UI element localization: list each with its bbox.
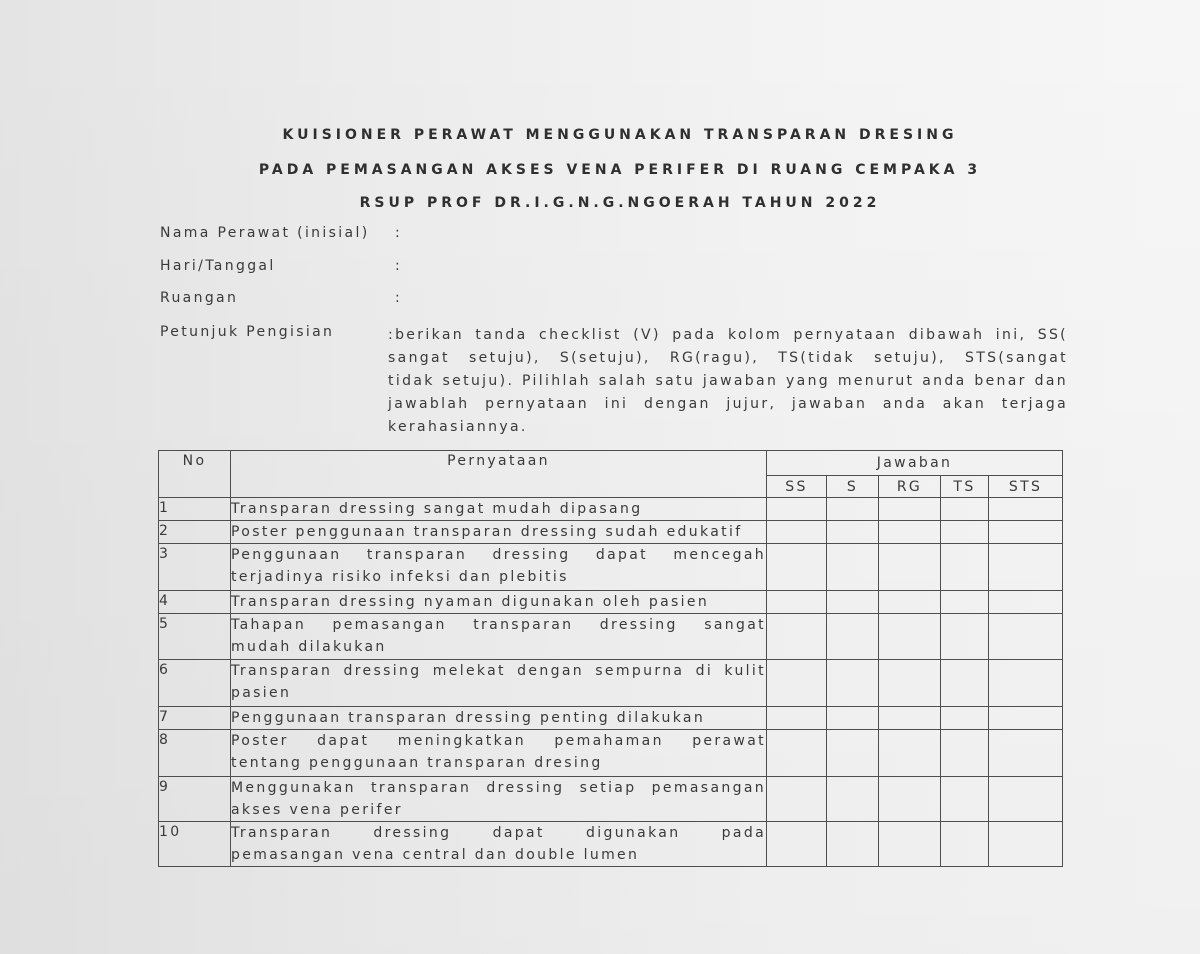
field-separator: :	[395, 290, 403, 306]
answer-cell-sts	[989, 777, 1063, 822]
answer-cell-rg	[879, 614, 941, 660]
field-label-nama-perawat: Nama Perawat (inisial)	[160, 225, 370, 241]
answer-cell-ts	[941, 591, 989, 614]
statement-line: Transparan dressing dapat digunakan pada	[231, 825, 766, 841]
header-statement: Pernyataan	[231, 451, 767, 498]
statement-line: akses vena perifer	[231, 802, 403, 818]
row-number: 5	[159, 614, 231, 660]
answer-cell-sts	[989, 660, 1063, 707]
row-number: 8	[159, 730, 231, 777]
answer-cell-s	[827, 498, 879, 521]
answer-cell-rg	[879, 521, 941, 544]
answer-cell-ss	[767, 498, 827, 521]
title-line-1: KUISIONER PERAWAT MENGGUNAKAN TRANSPARAN DRESING	[282, 127, 958, 143]
answer-cell-ts	[941, 614, 989, 660]
statement-cell	[231, 521, 767, 544]
answer-cell-rg	[879, 707, 941, 730]
row-number: 2	[159, 521, 231, 544]
answer-cell-s	[827, 544, 879, 591]
statement-line: Transparan dressing sangat mudah dipasang	[231, 501, 643, 517]
answer-cell-ss	[767, 544, 827, 591]
answer-cell-ss	[767, 614, 827, 660]
table-row	[159, 498, 1063, 521]
answer-cell-ss	[767, 521, 827, 544]
row-number: 3	[159, 544, 231, 591]
statement-cell	[231, 614, 767, 660]
answer-cell-sts	[989, 707, 1063, 730]
answer-cell-sts	[989, 822, 1063, 867]
field-label-hari-tanggal: Hari/Tanggal	[160, 258, 276, 274]
answer-cell-sts	[989, 730, 1063, 777]
table-row	[159, 614, 1063, 660]
statement-cell	[231, 591, 767, 614]
table-row	[159, 730, 1063, 777]
statement-cell	[231, 777, 767, 822]
instructions-line: :berikan tanda checklist (V) pada kolom pernyataan dibawah ini, SS(	[388, 327, 1068, 343]
table-row	[159, 591, 1063, 614]
statement-cell	[231, 544, 767, 591]
statement-line: Menggunakan transparan dressing setiap pemasangan	[231, 780, 766, 796]
statement-cell	[231, 660, 767, 707]
answer-cell-rg	[879, 544, 941, 591]
answer-cell-s	[827, 822, 879, 867]
instructions-line: tidak setuju). Pilihlah salah satu jawaban yang menurut anda benar dan	[388, 373, 1068, 389]
instructions-text	[388, 324, 1068, 439]
answer-cell-ss	[767, 707, 827, 730]
answer-cell-ts	[941, 544, 989, 591]
statement-line: Transparan dressing melekat dengan sempurna di kulit	[231, 663, 766, 679]
answer-cell-sts	[989, 498, 1063, 521]
answer-cell-ts	[941, 707, 989, 730]
header-no: No	[159, 451, 231, 498]
title-line-2: PADA PEMASANGAN AKSES VENA PERIFER DI RUANG CEMPAKA 3	[258, 162, 982, 178]
header-sts: STS	[989, 476, 1063, 498]
answer-cell-rg	[879, 777, 941, 822]
answer-cell-sts	[989, 544, 1063, 591]
field-separator: :	[395, 258, 403, 274]
answer-cell-ss	[767, 591, 827, 614]
answer-cell-ts	[941, 777, 989, 822]
answer-cell-rg	[879, 822, 941, 867]
statement-line: Penggunaan transparan dressing dapat mencegah	[231, 547, 766, 563]
answer-cell-s	[827, 777, 879, 822]
statement-line: terjadinya risiko infeksi dan plebitis	[231, 569, 569, 585]
answer-cell-s	[827, 521, 879, 544]
instructions-line: sangat setuju), S(setuju), RG(ragu), TS(tidak setuju), STS(sangat	[388, 350, 1068, 366]
title-line-3: RSUP PROF DR.I.G.N.G.NGOERAH TAHUN 2022	[359, 195, 881, 211]
answer-cell-ss	[767, 730, 827, 777]
table-row	[159, 544, 1063, 591]
header-ss: SS	[767, 476, 827, 498]
statement-cell	[231, 498, 767, 521]
questionnaire-table	[158, 450, 1063, 867]
statement-line: Poster penggunaan transparan dressing sudah edukatif	[231, 524, 743, 540]
statement-line: Poster dapat meningkatkan pemahaman perawat	[231, 733, 766, 749]
instructions-line: kerahasiannya.	[388, 419, 528, 435]
statement-cell	[231, 707, 767, 730]
header-ts: TS	[941, 476, 989, 498]
answer-cell-rg	[879, 660, 941, 707]
answer-cell-rg	[879, 730, 941, 777]
header-answer-group: Jawaban	[767, 451, 1063, 476]
header-s: S	[827, 476, 879, 498]
table-row	[159, 521, 1063, 544]
answer-cell-s	[827, 730, 879, 777]
answer-cell-ss	[767, 822, 827, 867]
answer-cell-ts	[941, 822, 989, 867]
row-number: 10	[159, 822, 231, 867]
table-row	[159, 660, 1063, 707]
answer-cell-sts	[989, 521, 1063, 544]
field-separator: :	[395, 225, 403, 241]
row-number: 1	[159, 498, 231, 521]
answer-cell-s	[827, 707, 879, 730]
answer-cell-s	[827, 591, 879, 614]
answer-cell-sts	[989, 614, 1063, 660]
statement-line: Tahapan pemasangan transparan dressing sangat	[231, 617, 766, 633]
statement-cell	[231, 822, 767, 867]
table-row	[159, 707, 1063, 730]
answer-cell-ss	[767, 777, 827, 822]
answer-cell-s	[827, 614, 879, 660]
statement-line: tentang penggunaan transparan dresing	[231, 755, 603, 771]
instructions-label: Petunjuk Pengisian	[160, 324, 335, 340]
answer-cell-ss	[767, 660, 827, 707]
statement-line: mudah dilakukan	[231, 639, 387, 655]
answer-cell-ts	[941, 730, 989, 777]
row-number: 9	[159, 777, 231, 822]
statement-line: pemasangan vena central dan double lumen	[231, 847, 640, 863]
answer-cell-ts	[941, 521, 989, 544]
table-row	[159, 822, 1063, 867]
instructions-line: jawablah pernyataan ini dengan jujur, jawaban anda akan terjaga	[388, 396, 1068, 412]
statement-cell	[231, 730, 767, 777]
row-number: 7	[159, 707, 231, 730]
statement-line: pasien	[231, 685, 292, 701]
header-rg: RG	[879, 476, 941, 498]
answer-cell-ts	[941, 660, 989, 707]
answer-cell-ts	[941, 498, 989, 521]
table-header-row	[159, 451, 1063, 476]
answer-cell-s	[827, 660, 879, 707]
answer-cell-rg	[879, 498, 941, 521]
row-number: 4	[159, 591, 231, 614]
row-number: 6	[159, 660, 231, 707]
answer-cell-sts	[989, 591, 1063, 614]
field-label-ruangan: Ruangan	[160, 290, 239, 306]
statement-line: Penggunaan transparan dressing penting dilakukan	[231, 710, 706, 726]
statement-line: Transparan dressing nyaman digunakan oleh pasien	[231, 594, 710, 610]
answer-cell-rg	[879, 591, 941, 614]
table-row	[159, 777, 1063, 822]
